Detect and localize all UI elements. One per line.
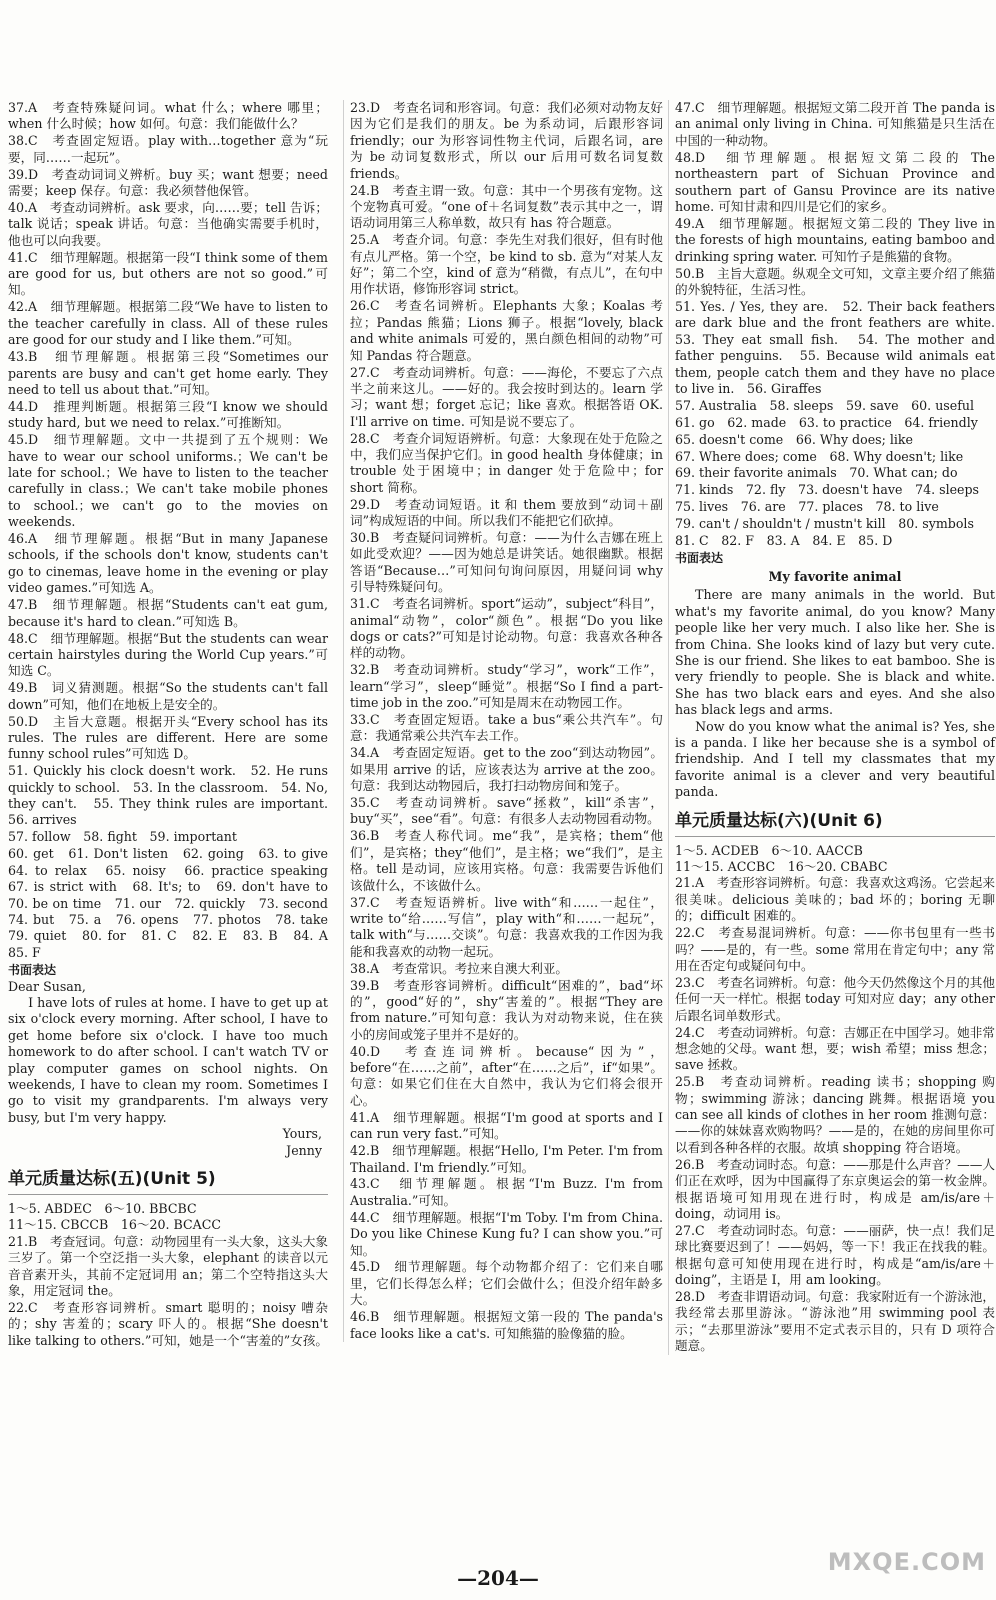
answer-item: 46.A 细节理解题。根据“But in many Japanese schools, if the schools don't know, students can't go to cinemas, leave home in the evening or play video games.”可知选 A。 [8, 531, 328, 596]
answer-item: 32.B 考查动词辨析。study“学习”，work“工作”，learn“学习”，sleep“睡觉”。根据“So I find a part-time job in the zoo.”可知是周末在动物园工作。 [350, 662, 663, 711]
answer-item: 36.B 考查人称代词。me“我”，是宾格；them“他们”，是宾格；they“他们”，是主格；we“我们”，是主格。tell 是动词，应该用宾格。句意：我需要告诉他们该做什么，不该做什么。 [350, 828, 663, 893]
letter-greeting: Dear Susan, [8, 978, 86, 994]
answer-item: 46.B 细节理解题。根据短文第一段的 The panda's face looks like a cat's. 可知熊猫的脸像猫的脸。 [350, 1309, 663, 1341]
answer-line: 11～15. ACCBC 16～20. CBABC [675, 858, 888, 874]
answer-item: 30.B 考查疑问词辨析。句意：——为什么吉娜在班上如此受欢迎？——因为她总是讲笑话。她很幽默。根据答语“Because…”可知问句询问原因，用疑问词 why 引导特殊疑问句。 [350, 530, 663, 595]
essay-paragraph: Now do you know what the animal is? Yes, she is a panda. I like her because she is a symbol of friendship. And I tell my classmates that my favorite animal is a clever and very beautiful panda. [675, 718, 995, 800]
answer-item: 33.C 考查固定短语。take a bus“乘公共汽车”。句意：我通常乘公共汽车去工作。 [350, 712, 663, 744]
answer-item: 48.C 细节理解题。根据“But the students can wear certain hairstyles during the World Cup years.”可知选 C。 [8, 630, 328, 679]
answer-item: 48.D 细节理解题。根据短文第二段的 The northeastern part of Sichuan Province and southern part of Gansu Province are its native home. 可知甘肃和四川是它们的家乡。 [675, 149, 995, 214]
answer-item: 47.C 细节理解题。根据短文第二段开首 The panda is an animal only living in China. 可知熊猫是只生活在中国的一种动物。 [675, 100, 995, 148]
answer-item: 28.C 考查介词短语辨析。句意：大象现在处于危险之中，我们应当保护它们。in good health 身体健康；in trouble 处于困境中；in danger 处于危险中；for short 简称。 [350, 430, 663, 495]
section-title-unit5: 单元质量达标(五)(Unit 5) [8, 1167, 328, 1195]
answer-item: 25.A 考查介词。句意：李先生对我们很好，但有时他有点儿严格。第一个空，be kind to sb. 意为“对某人友好”；第二个空，kind of 意为“稍微，有点儿”，在句中用作状语，修饰形容词 strict。 [350, 232, 663, 297]
answer-item: 45.D 细节理解题。每个动物都介绍了：它们来自哪里，它们长得怎么样；它们会做什么；但没介绍年龄多大。 [350, 1259, 663, 1308]
letter-body: I have lots of rules at home. I have to get up at six o'clock every morning. After school, I have to get home before six o'clock. I have too much homework to do after school. I can't watch TV or play computer games on school nights. On weekends, I have to clean my room. Sometimes I go to visit my grandparents. I'm always very busy, but I'm very happy. [8, 994, 328, 1125]
answer-item: 44.C 细节理解题。根据“I'm Toby. I'm from China. Do you like Chinese Kung fu? I can show you.”可知。 [350, 1209, 663, 1258]
answer-line: 1～5. ABDEC 6～10. BBCBC [8, 1201, 197, 1216]
letter-signature: Jenny [286, 1142, 322, 1158]
answer-line: 11～15. CBCCB 16～20. BCACC [8, 1217, 222, 1233]
answer-item: 26.C 考查名词辨析。Elephants 大象；Koalas 考拉；Pandas 熊猫；Lions 狮子。根据“lovely, black and white animals 可爱的，黑白颜色相间的动物”可知 Pandas 符合题意。 [350, 298, 663, 363]
answer-item: 37.C 考查短语辨析。live with“和……一起住”，write to“给……写信”，play with“和……一起玩”，talk with“与……交谈”。句意：我喜欢我的工作因为我能和我喜欢的动物一起玩。 [350, 894, 663, 959]
answer-item: 71. kinds 72. fly 73. doesn't have 74. sleeps [675, 482, 980, 498]
answer-item: 44.D 推理判断题。根据第三段“I know we should study hard, but we need to relax.”可推断知。 [8, 398, 328, 431]
answer-item: 26.B 考查动词时态。句意：——那是什么声音？——人们正在欢呼，因为中国赢得了东京奥运会的第一枚金牌。根据语境可知用现在进行时，构成是 am/is/are＋doing，动词用 is。 [675, 1156, 995, 1221]
answer-item: 45.D 细节理解题。文中一共提到了五个规则：We have to wear our school uniforms.；We can't be late for school.；We have to listen to the teacher carefully in class.；We can't take mobile phones to school.；we can't go to the movies on weekends. [8, 432, 328, 530]
answer-item: 31.C 考查名词辨析。sport“运动”，subject“科目”，animal“动物”，color“颜色”。根据“Do you like dogs or cats?”可知是讨论动物。句意：我喜欢各种各样的动物。 [350, 596, 663, 661]
answer-item: 51. Yes. / Yes, they are. 52. Their back feathers are dark blue and the front feathers are white. 53. They eat small fish. 54. The mother and father penguins. 55. Because wild animals eat them, people catch them and they have no place to live in. 56. Giraffes [675, 298, 995, 396]
answer-item: 22.C 考查易混词辨析。句意：——你书包里有一些书吗？——是的，有一些。some 常用在肯定句中；any 常用在否定句或疑问句中。 [675, 925, 995, 973]
answer-item: 22.C 考查形容词辨析。smart 聪明的；noisy 嘈杂的；shy 害羞的；scary 吓人的。根据“She doesn't like talking to others.”可知，她是一个“害羞的”女孩。 [8, 1299, 328, 1348]
answer-item: 25.B 考查动词辨析。reading 读书；shopping 购物；swimming 游泳；dancing 跳舞。根据语境 you can see all kinds of clothes in her room 推测句意：——你的妹妹喜欢购物吗？——是的，在她的房间里你可以看到各种各样的衣服。故填 shopping 符合语境。 [675, 1074, 995, 1155]
answer-item: 67. Where does; come 68. Why doesn't; like [675, 448, 964, 464]
answer-item: 79. can't / shouldn't / mustn't kill 80. symbols [675, 516, 974, 532]
answer-item: 37.A 考查特殊疑问词。what 什么；where 哪里；when 什么时候；how 如何。句意：我们能做什么？ [8, 100, 328, 132]
answer-list-unit4 [8, 100, 341, 961]
answer-line: 1～5. ACDEB 6～10. AACCB [675, 842, 863, 858]
column-middle [343, 100, 663, 1342]
answer-item: 23.D 考查名词和形容词。句意：我们必须对动物友好因为它们是我们的朋友。be 为系动词，后跟形容词 friendly；our 为形容词性物主代词，后跟名词，are 为 be 动词复数形式，所以 our 后用可数名词复数 friends。 [350, 100, 663, 181]
answer-list-unit5 [8, 1234, 328, 1349]
answer-item: 40.A 考查动词辨析。ask 要求，向……要；tell 告诉；talk 说话；speak 讲话。句意：当他确实需要手机时，他也可以向我要。 [8, 199, 328, 248]
answer-item: 28.D 考查非谓语动词。句意：我家附近有一个游泳池，我经常去那里游泳。“游泳池”用 swimming pool 表示；“去那里游泳”要用不定式表示目的，只有 D 项符合题意。 [675, 1289, 995, 1354]
answer-item: 49.B 词义猜测题。根据“So the students can't fall down”可知，他们在地板上是安全的。 [8, 680, 328, 712]
answer-item: 34.A 考查固定短语。get to the zoo“到达动物园”。如果用 arrive 的话，应该表达为 arrive at the zoo。句意：我到达动物园后，我打扫动物房间和笼子。 [350, 745, 663, 794]
section-title-unit6: 单元质量达标(六)(Unit 6) [675, 809, 995, 837]
writing-heading: 书面表达 [8, 963, 57, 978]
answer-item: 24.C 考查动词辨析。句意：吉娜正在中国学习。她非常想念她的父母。want 想，要；wish 希望；miss 想念；save 拯救。 [675, 1024, 995, 1073]
letter-closing: Yours, [282, 1126, 322, 1142]
answer-item: 81. C 82. F 83. A 84. E 85. D [675, 533, 893, 549]
answer-list-unit5-end [675, 100, 995, 549]
answer-item: 61. go 62. made 63. to practice 64. friendly [675, 414, 978, 430]
essay-paragraph: There are many animals in the world. But what's my favorite animal, do you know? Many people like her very much. I also like her. She is from China. She looks kind of lazy but very cute. She is our friend. She likes to eat bamboo. She is very friendly to people. She is black and white. She has two black ears and eyes. And she also has black legs and arms. [675, 587, 995, 718]
answer-item: 35.C 考查动词辨析。save“拯救”，kill“杀害”，buy“买”，see“看”。句意：有很多人去动物园看动物。 [350, 795, 663, 827]
answer-item: 50.B 主旨大意题。纵观全文可知，文章主要介绍了熊猫的外貌特征，生活习性。 [675, 265, 995, 297]
answer-item: 21.A 考查形容词辨析。句意：我喜欢这鸡汤。它尝起来很美味。delicious 美味的；bad 坏的；boring 无聊的；difficult 困难的。 [675, 875, 995, 924]
answer-item: 41.A 细节理解题。根据“I'm good at sports and I can run very fast.”可知。 [350, 1109, 663, 1142]
answer-item: 57. follow 58. fight 59. important [8, 829, 237, 845]
answer-item: 65. doesn't come 66. Why does; like [675, 431, 914, 447]
answer-item: 27.C 考查动词辨析。句意：——海伦，不要忘了六点半之前来这儿。——好的。我会按时到达的。learn 学习；want 想；forget 忘记；like 喜欢。根据答语 OK. I'll arrive on time. 可知是说不要忘了。 [350, 364, 663, 429]
answer-item: 75. lives 76. are 77. places 78. to live [675, 499, 939, 515]
column-left [8, 100, 341, 1350]
answer-item: 39.D 考查动词词义辨析。buy 买；want 想要；need 需要；keep 保存。句意：我必须替他保管。 [8, 166, 328, 199]
answer-item: 51. Quickly his clock doesn't work. 52. He runs quickly to school. 53. In the classroom. 54. No, they can't. 55. They think rules are important. 56. arrives [8, 763, 341, 828]
page-number: —204— [457, 1566, 539, 1590]
answer-item: 42.B 细节理解题。根据“Hello, I'm Peter. I'm from Thailand. I'm friendly.”可知。 [350, 1143, 663, 1175]
answer-item: 41.C 细节理解题。根据第一段“I think some of them are good for us, but others are not so good.”可知。 [8, 249, 328, 298]
answer-item: 27.C 考查动词时态。句意：——丽萨，快一点！我们足球比赛要迟到了！——妈妈，等一下！我正在找我的鞋。根据句意可知使用现在进行时，构成是“am/is/are＋doing”，主语是 I，用 am looking。 [675, 1222, 995, 1288]
site-watermark: MXQE.COM [827, 1548, 986, 1576]
answer-item: 40.D 考查连词辨析。because“因为”，before“在……之前”，after“在……之后”，if“如果”。句意：如果它们住在大自然中，我认为它们将会很开心。 [350, 1043, 663, 1108]
answer-item: 60. get 61. Don't listen 62. going 63. to give 64. to relax 65. noisy 66. practice speaking 67. is strict with 68. It's; to 69. don't have to 70. be on time 71. our 72. quickly 73. second 74. but 75. a 76. opens 77. photos 78. take 79. quiet 80. for 81. C 82. E 83. B 84. A 85. F [8, 846, 341, 960]
answer-item: 24.B 考查主谓一致。句意：其中一个男孩有宠物。这个宠物真可爱。“one of＋名词复数”表示其中之一，谓语动词用第三人称单数，故只有 has 符合题意。 [350, 182, 663, 231]
answer-item: 29.D 考查动词短语。it 和 them 要放到“动词＋副词”构成短语的中间。所以我们不能把它们砍掉。 [350, 496, 663, 529]
answer-item: 49.A 细节理解题。根据短文第二段的 They live in the forests of high mountains, eating bamboo and drinking spring water. 可知竹子是熊猫的食物。 [675, 215, 995, 264]
column-right [668, 100, 995, 1355]
answer-item: 21.B 考查冠词。句意：动物园里有一头大象，这头大象三岁了。第一个空泛指一头大象，elephant 的读音以元音音素开头，其前不定冠词用 an；第二个空特指这头大象，用定冠词 the。 [8, 1233, 328, 1299]
answer-item: 42.A 细节理解题。根据第二段“We have to listen to the teacher carefully in class. All of these rules are good for our study and I like them.”可知。 [8, 299, 328, 348]
answer-item: 38.A 考查常识。考拉来自澳大利亚。 [350, 960, 569, 976]
answer-item: 23.C 考查名词辨析。句意：他今天仍然像这个月的其他任何一天一样忙。根据 today 可知对应 day；any other 后跟名词单数形式。 [675, 974, 995, 1023]
answer-item: 39.B 考查形容词辨析。difficult“困难的”，bad“坏的”，good“好的”，shy“害羞的”。根据“They are from nature.”可知句意：我认为对动物来说，住在狭小的房间或笼子里并不是好的。 [350, 977, 663, 1042]
answer-item: 50.D 主旨大意题。根据开头“Every school has its rules. The rules are different. Here are some funny school rules”可知选 D。 [8, 713, 328, 762]
writing-heading: 书面表达 [675, 551, 724, 566]
answer-list-unit6 [675, 875, 995, 1354]
answer-item: 43.C 细节理解题。根据“I'm Buzz. I'm from Australia.”可知。 [350, 1176, 663, 1208]
answer-list-unit5-cont [350, 100, 663, 1342]
answer-item: 57. Australia 58. sleeps 59. save 60. useful [675, 397, 975, 413]
answer-item: 43.B 细节理解题。根据第三段“Sometimes our parents are busy and can't get home early. They need to tell us about that.”可知。 [8, 349, 328, 397]
answer-item: 38.C 考查固定短语。play with…together 意为“玩要，同……一起玩”。 [8, 133, 328, 165]
answer-item: 47.B 细节理解题。根据“Students can't eat gum, because it's hard to clean.”可知选 B。 [8, 597, 328, 629]
answer-item: 69. their favorite animals 70. What can; do [675, 465, 958, 481]
essay-title: My favorite animal [768, 568, 902, 584]
